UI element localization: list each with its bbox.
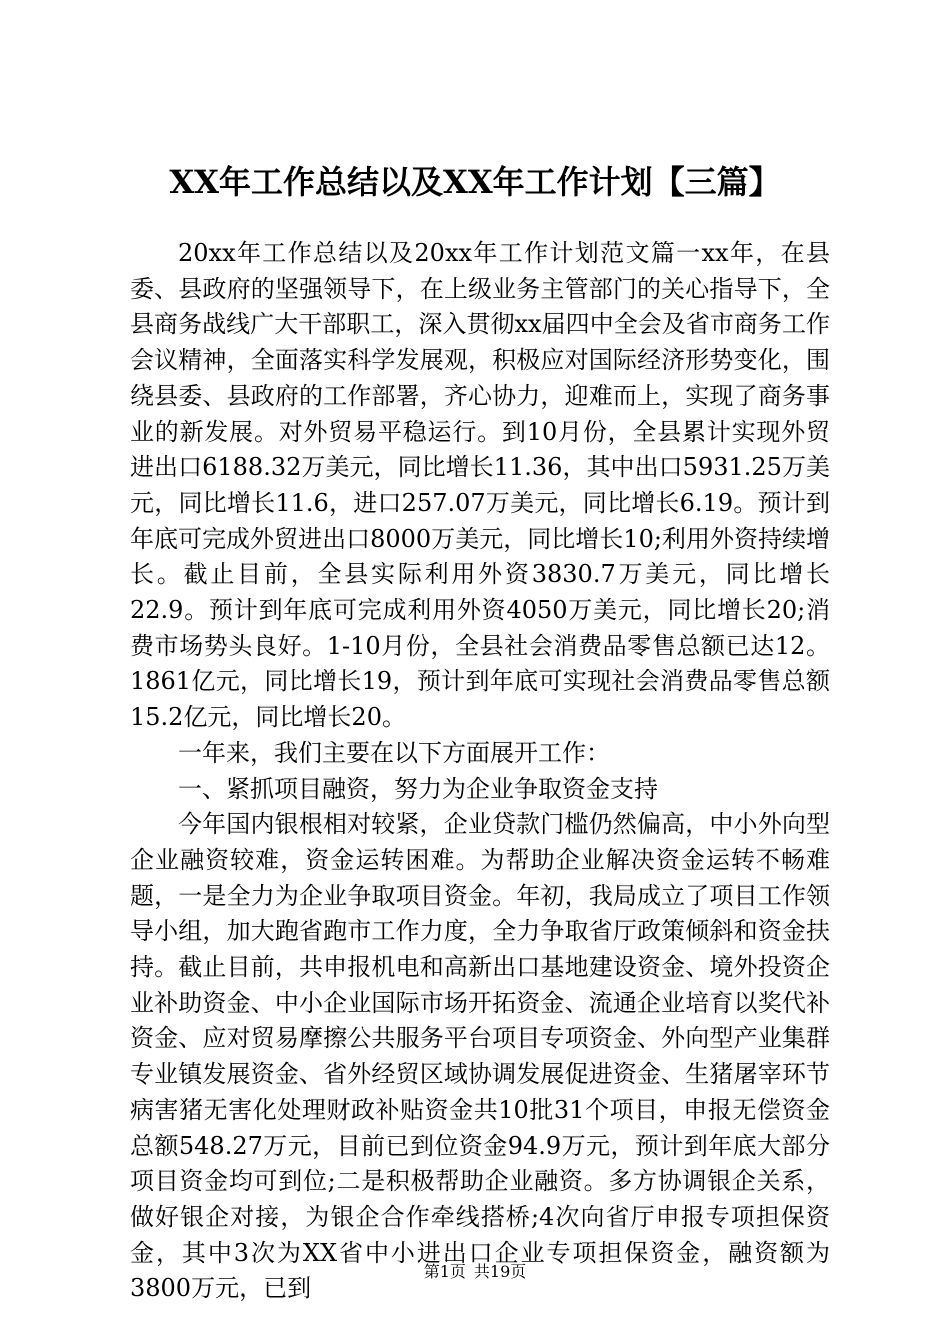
page-footer xyxy=(0,1262,950,1282)
paragraph-financing: 今年国内银根相对较紧，企业贷款门槛仍然偏高，中小外向型企业融资较难，资金运转困难。为帮助企业解决资金运转不畅难题，一是全力为企业争取项目资金。年初，我局成立了项目工作领导小组，加大跑省跑市工作力度，全力争取省厅政策倾斜和资金扶持。截止目前，共申报机电和高新出口基地建设资金、境外投资企业补助资金、中小企业国际市场开拓资金、流通企业培育以奖代补资金、应对贸易摩擦公共服务平台项目专项资金、外向型产业集群专业镇发展资金、省外经贸区域协调发展促进资金、生猪屠宰环节病害猪无害化处理财政补贴资金共10批31个项目，申报无偿资金总额548.27万元，目前已到位资金94.9万元，预计到年底大部分项目资金均可到位;二是积极帮助企业融资。多方协调银企关系，做好银企对接，为银企合作牵线搭桥;4次向省厅申报专项担保资金，其中3次为XX省中小进出口企业专项担保资金，融资额为3800万元，已到 xyxy=(130,810,830,1303)
document-title: XX年工作总结以及XX年工作计划【三篇】 xyxy=(169,163,781,201)
page-total: 共19页 xyxy=(473,1262,527,1281)
document-body xyxy=(130,236,830,1307)
section-heading-financing: 一、紧抓项目融资，努力为企业争取资金支持 xyxy=(178,774,658,803)
paragraph-work-overview: 一年来，我们主要在以下方面展开工作： xyxy=(178,738,610,767)
page-number: 第1页 xyxy=(423,1262,466,1281)
paragraph-intro: 20xx年工作总结以及20xx年工作计划范文篇一xx年，在县委、县政府的坚强领导下，在上级业务主管部门的关心指导下，全县商务战线广大干部职工，深入贯彻xx届四中全会及省市商务工作会议精神，全面落实科学发展观，积极应对国际经济形势变化，围绕县委、县政府的工作部署，齐心协力，迎难而上，实现了商务事业的新发展。对外贸易平稳运行。到10月份，全县累计实现外贸进出口6188.32万美元，同比增长11.36，其中出口5931.25万美元，同比增长11.6，进口257.07万美元，同比增长6.19。预计到年底可完成外贸进出口8000万美元，同比增长10;利用外资持续增长。截止目前，全县实际利用外资3830.7万美元，同比增长22.9。预计到年底可完成利用外资4050万美元，同比增长20;消费市场势头良好。1-10月份，全县社会消费品零售总额已达12。1861亿元，同比增长19，预计到年底可实现社会消费品零售总额15.2亿元，同比增长20。 xyxy=(130,239,830,732)
